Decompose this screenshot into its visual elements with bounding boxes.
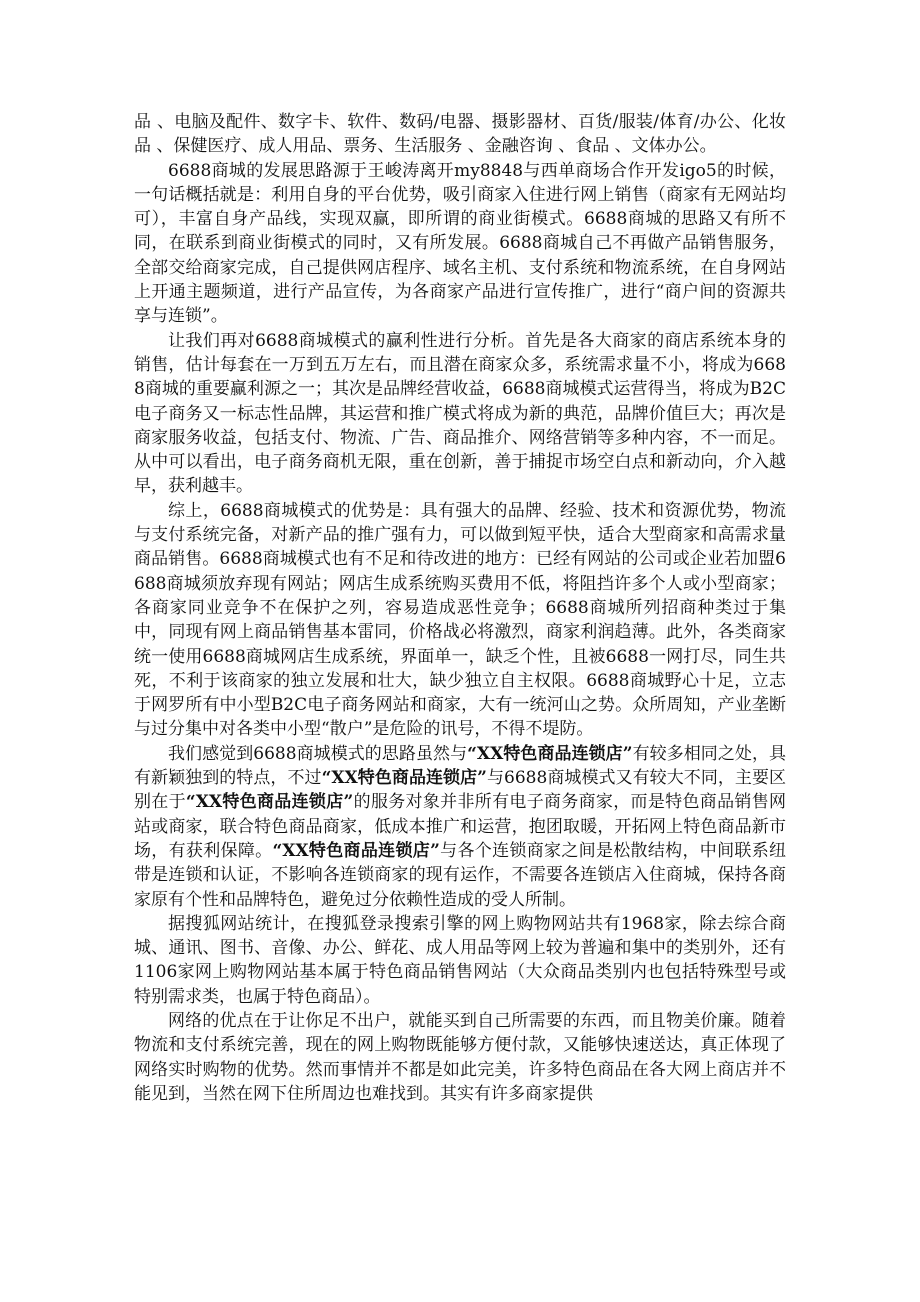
paragraph-1: 品 、电脑及配件、数字卡、软件、数码/电器、摄影器材、百货/服装/体育/办公、化妆品 、保健医疗、成人用品、票务、生活服务 、金融咨询 、食品 、文体办公。	[134, 112, 786, 157]
p5-text-i: 与各个连锁商家之间是松散结构，中间联系纽带是连锁和认证，不影响各连锁商家的现有运作，不需要各连锁店入住商城，保持各商家原有个性和品牌特色，避免过分依赖性造成的受人所制。	[134, 840, 787, 910]
paragraph-6: 据搜狐网站统计，在搜狐登录搜索引擎的网上购物网站共有1968家，除去综合商城、通讯、图书、音像、办公、鲜花、成人用品等网上较为普遍和集中的类别外，还有1106家网上购物网站基本属于特色商品销售网站（大众商品类别内也包括特殊型号或特别需求类，也属于特色商品）。	[134, 913, 786, 1007]
p5-text-e: 与6688商城模式又有较大不同，主要区别在于	[134, 768, 787, 813]
document-page	[134, 110, 786, 1106]
p5-highlight-1: “XX特色商品连锁店”	[467, 743, 633, 764]
p5-highlight-2: “XX特色商品连锁店”	[321, 768, 487, 789]
paragraph-2: 6688商城的发展思路源于王峻涛离开my8848与西单商场合作开发igo5的时候，一句话概括就是：利用自身的平台优势，吸引商家入住进行网上销售（商家有无网站均可），丰富自身产品线，实现双赢，即所谓的商业街模式。6688商城的思路又有所不同，在联系到商业街模式的同时，又有所发展。6688商城自己不再做产品销售服务，全部交给商家完成，自己提供网店程序、域名主机、支付系统和物流系统，在自身网站上开通主题频道，进行产品宣传，为各商家产品进行宣传推广，进行“商户间的资源共享与连锁”。	[134, 160, 786, 327]
p5-highlight-4: “XX特色商品连锁店”	[272, 840, 440, 861]
p5-highlight-3: “XX特色商品连锁店”	[185, 792, 354, 813]
p5-text-a: 我们感觉到6688商城模式的思路虽然与	[168, 743, 468, 764]
paragraph-3: 让我们再对6688商城模式的赢利性进行分析。首先是各大商家的商店系统本身的销售，估计每套在一万到五万左右，而且潜在商家众多，系统需求量不小，将成为6688商城的重要赢利源之一；其次是品牌经营收益，6688商城模式运营得当，将成为B2C电子商务又一标志性品牌，其运营和推广模式将成为新的典范，品牌价值巨大；再次是商家服务收益，包括支付、物流、广告、商品推介、网络营销等多种内容，不一而足。从中可以看出，电子商务商机无限，重在创新，善于捕捉市场空白点和新动向，介入越早，获利越丰。	[134, 330, 786, 497]
paragraph-5	[134, 742, 786, 912]
p5-text-g: 的服务对象并非所有电子商务商家，而是特色商品销售网站或商家，联合特色商品商家，低成本推广和运营，抱团取暖，开拓网上特色商品新市场，有获利保障。	[134, 792, 787, 861]
paragraph-7: 网络的优点在于让你足不出户，就能买到自己所需要的东西，而且物美价廉。随着物流和支付系统完善，现在的网上购物既能够方便付款，又能够快速送达，真正体现了网络实时购物的优势。然而事情并不都是如此完美，许多特色商品在各大网上商店并不能见到，当然在网下住所周边也难找到。其实有许多商家提供	[134, 1010, 786, 1104]
paragraph-4: 综上，6688商城模式的优势是：具有强大的品牌、经验、技术和资源优势，物流与支付系统完备，对新产品的推广强有力，可以做到短平快，适合大型商家和高需求量商品销售。6688商城模式也有不足和待改进的地方：已经有网站的公司或企业若加盟6688商城须放弃现有网站；网店生成系统购买费用不低，将阻挡许多个人或小型商家；各商家同业竞争不在保护之列，容易造成恶性竞争；6688商城所列招商种类过于集中，同现有网上商品销售基本雷同，价格战必将激烈，商家利润趋薄。此外，各类商家统一使用6688商城网店生成系统，界面单一，缺乏个性，且被6688一网打尽，同生共死，不利于该商家的独立发展和壮大，缺少独立自主权限。6688商城野心十足，立志于网罗所有中小型B2C电子商务网站和商家，大有一统河山之势。众所周知，产业垄断与过分集中对各类中小型“散户”是危险的讯号，不得不堤防。	[134, 500, 786, 740]
p5-text-c: 有较多相同之处，具有新颖独到的特点，不过	[134, 743, 787, 789]
